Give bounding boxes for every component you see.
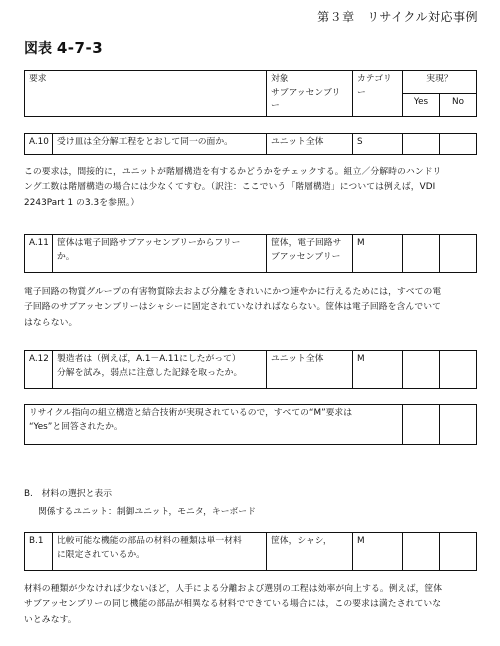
requirement-row-b1 — [24, 532, 477, 571]
requirement-id: A.12 — [25, 351, 53, 389]
requirement-category: M — [353, 351, 403, 389]
figure-label — [24, 38, 103, 58]
requirement-row-a11 — [24, 234, 477, 273]
note-a11: 電子回路の物質グループの有害物質除去および分離をきれいにかつ速やかに行えるためには，すべての電 子回路のサブアッセンブリーはシャシーに固定されていなければならない。筐体は電子回路を含んでいて はならない。 — [24, 287, 442, 328]
requirement-category: S — [353, 134, 403, 155]
requirement-row-a10 — [24, 133, 477, 155]
requirement-id: B.1 — [25, 533, 53, 571]
requirement-id: A.11 — [25, 235, 53, 273]
yes-cell[interactable] — [403, 533, 440, 571]
yes-cell[interactable] — [403, 351, 440, 389]
section-b-title: B. 材料の選択と表示 — [24, 489, 113, 499]
requirement-row-summary — [24, 404, 477, 445]
requirement-target: ユニット全体 — [267, 134, 353, 155]
yes-cell[interactable] — [403, 134, 440, 155]
requirement-text: 筐体は電子回路サブアッセンブリーからフリー か。 — [53, 235, 267, 273]
yes-cell[interactable] — [403, 235, 440, 273]
section-b-units: 関係するユニット：制御ユニット，モニタ，キーボード — [38, 507, 256, 517]
figure-number: 4-7-3 — [56, 39, 104, 57]
note-a10: この要求は，間接的に，ユニットが階層構造を有するかどうかをチェックする。組立／分解時のハンドリ ング工数は階層構造の場合には少なくてすむ。（訳注：ここでいう「階層構造」については例えば，VDI 2243Part 1 の3.3を参照。） — [24, 167, 442, 208]
requirement-category: M — [353, 533, 403, 571]
no-cell[interactable] — [440, 405, 477, 445]
requirement-text: リサイクル指向の組立構造と結合技術が実現されているので，すべての“M”要求は “Yes”と回答されたか。 — [25, 405, 403, 445]
requirement-text: 比較可能な機能の部品の材料の種類は単一材料 に限定されているか。 — [53, 533, 267, 571]
chapter-heading: 第３章 リサイクル対応事例 — [317, 10, 478, 24]
no-cell[interactable] — [440, 533, 477, 571]
requirement-text: 受け皿は全分解工程をとおして同一の面か。 — [53, 134, 267, 155]
header-no: No — [440, 94, 477, 116]
requirements-header-table — [24, 70, 477, 117]
figure-prefix: 図表 — [24, 41, 52, 57]
note-b1: 材料の種類が少なければ少ないほど，人手による分離および選別の工程は効率が向上する。例えば，筐体 サブアッセンブリーの同じ機能の部品が相異なる材料でできている場合には，この要求は満たされていな いとみなす。 — [24, 584, 443, 625]
requirement-target: 筐体，電子回路サ ブアッセンブリー — [267, 235, 353, 273]
requirement-category: M — [353, 235, 403, 273]
requirement-target: ユニット全体 — [267, 351, 353, 389]
header-realized: 実現？ — [403, 71, 477, 94]
header-category: カテゴリー — [353, 71, 403, 117]
yes-cell[interactable] — [403, 405, 440, 445]
requirement-row-a12 — [24, 350, 477, 389]
header-target: 対象 サブアッセンブリー — [267, 71, 353, 117]
requirement-text: 製造者は（例えば，A.1－A.11にしたがって） 分解を試み，弱点に注意した記録を取ったか。 — [53, 351, 267, 389]
no-cell[interactable] — [440, 351, 477, 389]
no-cell[interactable] — [440, 134, 477, 155]
header-yes: Yes — [403, 94, 440, 116]
header-requirement: 要求 — [25, 71, 267, 117]
no-cell[interactable] — [440, 235, 477, 273]
requirement-id: A.10 — [25, 134, 53, 155]
requirement-target: 筐体，シャシ， — [267, 533, 353, 571]
